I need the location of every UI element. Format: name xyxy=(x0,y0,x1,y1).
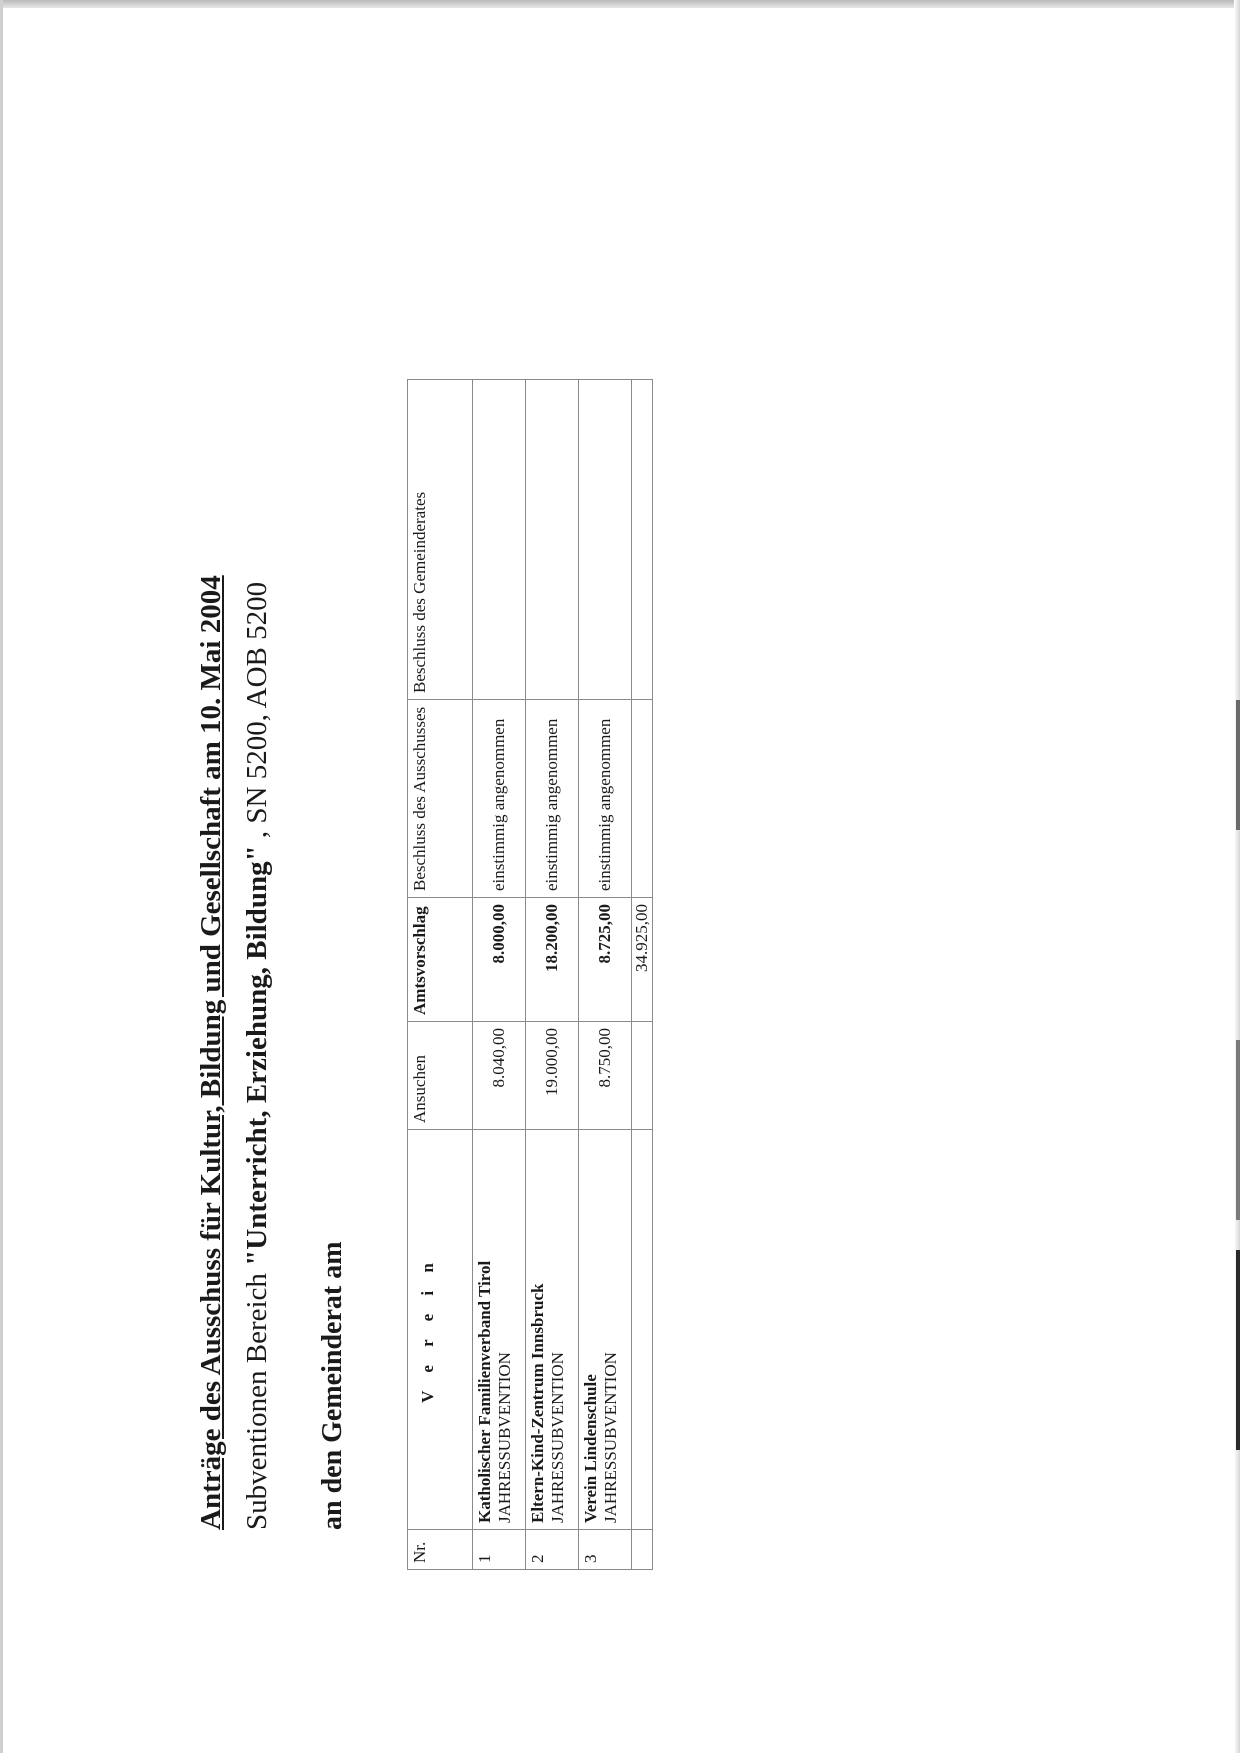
table-row xyxy=(473,380,526,1570)
table-row xyxy=(526,380,579,1570)
cell-ansuchen: 8.040,00 xyxy=(473,1022,526,1130)
scan-edge-right xyxy=(1234,0,1240,1753)
subtitle-suffix: , SN 5200, AOB 5200 xyxy=(241,581,273,846)
verein-name: Eltern-Kind-Zentrum Innsbruck xyxy=(528,1283,547,1523)
verein-name: Verein Lindenschule xyxy=(581,1374,600,1523)
document-title: Anträge des Ausschuss für Kultur, Bildung und Gesellschaft am 10. Mai 2004 xyxy=(195,575,227,1530)
scan-edge-left xyxy=(0,0,3,1753)
cell-ansuchen: 19.000,00 xyxy=(526,1022,579,1130)
scan-bleed-mark xyxy=(1236,1040,1240,1220)
header-ansuchen: Ansuchen xyxy=(408,1022,473,1130)
cell-nr: 3 xyxy=(579,1530,632,1570)
document-subtitle xyxy=(241,130,274,1530)
header-beschluss-gemeinderat: Beschluss des Gemeinderates xyxy=(408,380,473,700)
header-verein: V e r e i n xyxy=(408,1130,473,1530)
total-cell-empty xyxy=(632,380,653,700)
cell-beschluss-ausschuss: einstimmig angenommen xyxy=(473,700,526,898)
cell-nr: 2 xyxy=(526,1530,579,1570)
total-cell-empty xyxy=(632,1022,653,1130)
subtitle-area: "Unterricht, Erziehung, Bildung" xyxy=(241,845,273,1266)
scan-edge-top xyxy=(0,0,1240,8)
cell-nr: 1 xyxy=(473,1530,526,1570)
council-line: an den Gemeinderat am xyxy=(317,1241,348,1530)
verein-type: JAHRESSUBVENTION xyxy=(548,1352,567,1523)
cell-verein xyxy=(526,1130,579,1530)
verein-type: JAHRESSUBVENTION xyxy=(495,1352,514,1523)
cell-beschluss-ausschuss: einstimmig angenommen xyxy=(579,700,632,898)
subtitle-prefix: Subventionen Bereich xyxy=(241,1265,273,1530)
total-cell-empty xyxy=(632,1130,653,1530)
grants-table xyxy=(407,379,653,1570)
header-beschluss-ausschuss: Beschluss des Ausschusses xyxy=(408,700,473,898)
document-page xyxy=(195,130,815,1563)
cell-amtsvorschlag: 8.725,00 xyxy=(579,898,632,1022)
cell-beschluss-gemeinderat xyxy=(526,380,579,700)
scan-bleed-mark xyxy=(1236,1250,1240,1450)
verein-name: Katholischer Familienverband Tirol xyxy=(475,1260,494,1523)
verein-type: JAHRESSUBVENTION xyxy=(601,1352,620,1523)
header-nr: Nr. xyxy=(408,1530,473,1570)
cell-verein xyxy=(473,1130,526,1530)
cell-verein xyxy=(579,1130,632,1530)
table-header-row xyxy=(408,380,473,1570)
header-amtsvorschlag: Amtsvorschlag xyxy=(408,898,473,1022)
cell-amtsvorschlag: 18.200,00 xyxy=(526,898,579,1022)
cell-beschluss-gemeinderat xyxy=(579,380,632,700)
total-cell-empty xyxy=(632,700,653,898)
scan-bleed-mark xyxy=(1236,700,1240,830)
total-cell-empty xyxy=(632,1530,653,1570)
cell-ansuchen: 8.750,00 xyxy=(579,1022,632,1130)
cell-beschluss-ausschuss: einstimmig angenommen xyxy=(526,700,579,898)
total-amtsvorschlag: 34.925,00 xyxy=(632,898,653,1022)
table-row xyxy=(579,380,632,1570)
cell-beschluss-gemeinderat xyxy=(473,380,526,700)
cell-amtsvorschlag: 8.000,00 xyxy=(473,898,526,1022)
table-total-row xyxy=(632,380,653,1570)
